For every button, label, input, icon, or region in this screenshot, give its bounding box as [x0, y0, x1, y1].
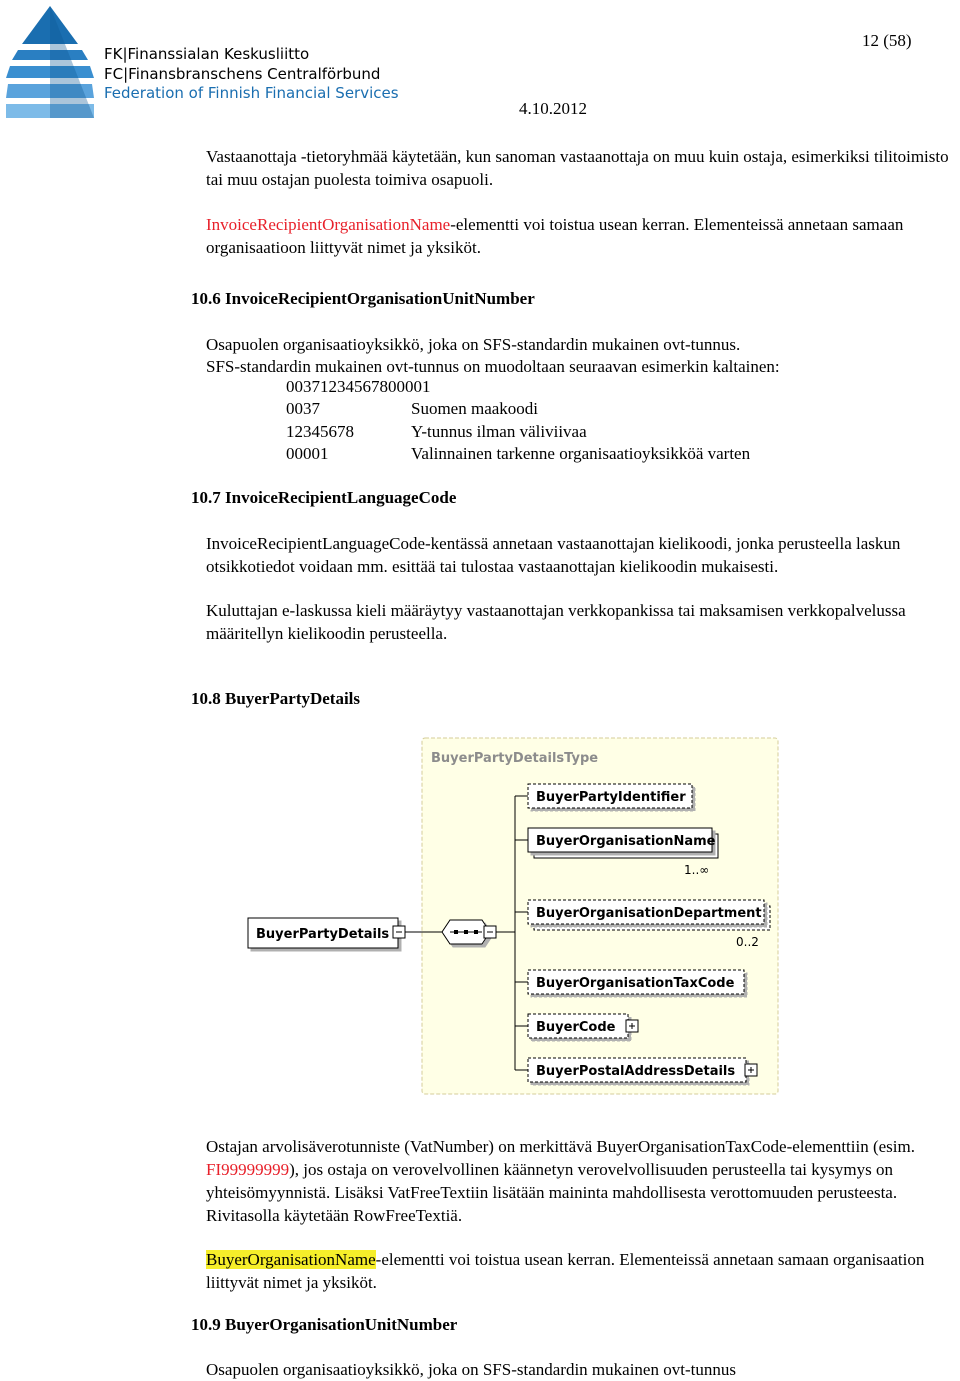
section-10-6-line2: SFS-standardin mukainen ovt-tunnus on muodoltaan seuraavan esimerkin kaltainen:: [206, 357, 780, 376]
section-10-6-line1: Osapuolen organisaatioyksikkö, joka on SFS-standardin mukainen ovt-tunnus.: [206, 335, 741, 354]
schema-element-label: BuyerPostalAddressDetails: [536, 1064, 736, 1079]
schema-element-label: BuyerOrganisationDepartment: [536, 906, 762, 921]
root-element-label: BuyerPartyDetails: [256, 927, 390, 942]
highlighted-element-name: BuyerOrganisationName: [206, 1250, 376, 1269]
schema-diagram: [240, 736, 780, 1096]
document-date: 4.10.2012: [519, 99, 587, 118]
section-10-9-line1: Osapuolen organisaatioyksikkö, joka on SFS-standardin mukainen ovt-tunnus: [206, 1360, 736, 1379]
ovt-row-desc: Y-tunnus ilman väliviivaa: [411, 422, 587, 441]
section-heading-10-9: 10.9 BuyerOrganisationUnitNumber: [191, 1315, 458, 1334]
intro-paragraph-2: InvoiceRecipientOrganisationName-elementti voi toistua usean kerran. Elementeissä annetaan samaan organisaatioon liittyvät nimet ja yksiköt.: [206, 215, 904, 257]
section-heading-10-8: 10.8 BuyerPartyDetails: [191, 689, 361, 708]
cardinality-label: 0..2: [736, 935, 759, 949]
section-heading-10-7: 10.7 InvoiceRecipientLanguageCode: [191, 488, 457, 507]
section-10-8-para2: BuyerOrganisationName-elementti voi toistua usean kerran. Elementeissä annetaan samaan organisaation liittyvät nimet ja yksiköt.: [206, 1250, 925, 1292]
org-name-en: Federation of Finnish Financial Services: [104, 84, 399, 102]
section-10-7-para1: InvoiceRecipientLanguageCode-kentässä annetaan vastaanottajan kielikoodi, jonka perusteella laskun otsikkotiedot voidaan mm. esittää tai tulostaa vastaanottajan kielikoodin mukaisesti.: [206, 534, 901, 576]
ovt-row-code: 12345678: [286, 422, 354, 441]
type-label: BuyerPartyDetailsType: [431, 751, 599, 766]
ovt-row-desc: Suomen maakoodi: [411, 399, 539, 418]
org-name-fi: FK|Finanssialan Keskusliitto: [104, 45, 310, 63]
schema-element-label: BuyerCode: [536, 1020, 616, 1035]
section-heading-10-6: 10.6 InvoiceRecipientOrganisationUnitNumber: [191, 289, 535, 308]
ovt-row-code: 0037: [286, 399, 320, 418]
logo-icon: [4, 4, 96, 120]
ovt-example: 00371234567800001: [286, 377, 431, 396]
logo: [4, 4, 96, 120]
schema-element-label: BuyerOrganisationName: [536, 834, 716, 849]
highlighted-element-name: InvoiceRecipientOrganisationName: [206, 215, 451, 234]
section-10-7-para2: Kuluttajan e-laskussa kieli määräytyy vastaanottajan verkkopankissa tai maksamisen verkkopalvelussa määritellyn kielikoodin perusteella.: [206, 601, 906, 643]
page-number: 12 (58): [862, 31, 912, 50]
ovt-row-code: 00001: [286, 444, 329, 463]
org-name-sv: FC|Finansbranschens Centralförbund: [104, 65, 381, 83]
ovt-row-desc: Valinnainen tarkenne organisaatioyksikköä varten: [411, 444, 751, 463]
vat-example: FI99999999: [206, 1160, 290, 1179]
schema-element-label: BuyerOrganisationTaxCode: [536, 976, 735, 991]
intro-paragraph: Vastaanottaja -tietoryhmää käytetään, kun sanoman vastaanottaja on muu kuin ostaja, esimerkiksi tilitoimisto tai muu ostajan puolesta toimiva osapuoli.: [206, 147, 949, 189]
section-10-8-para1: Ostajan arvolisäverotunniste (VatNumber) on merkittävä BuyerOrganisationTaxCode-elementtiin (esim. FI99999999), jos ostaja on verovelvollinen käännetyn verovelvollisuuden perusteella tai kysymys on yhteisömyynnistä. Lisäksi VatFreeTextiin lisätään maininta mahdollisesta verottomuuden perusteesta. Rivitasolla käytetään RowFreeTextiä.: [206, 1137, 915, 1225]
cardinality-label: 1..∞: [684, 863, 710, 877]
schema-element-label: BuyerPartyIdentifier: [536, 790, 686, 805]
